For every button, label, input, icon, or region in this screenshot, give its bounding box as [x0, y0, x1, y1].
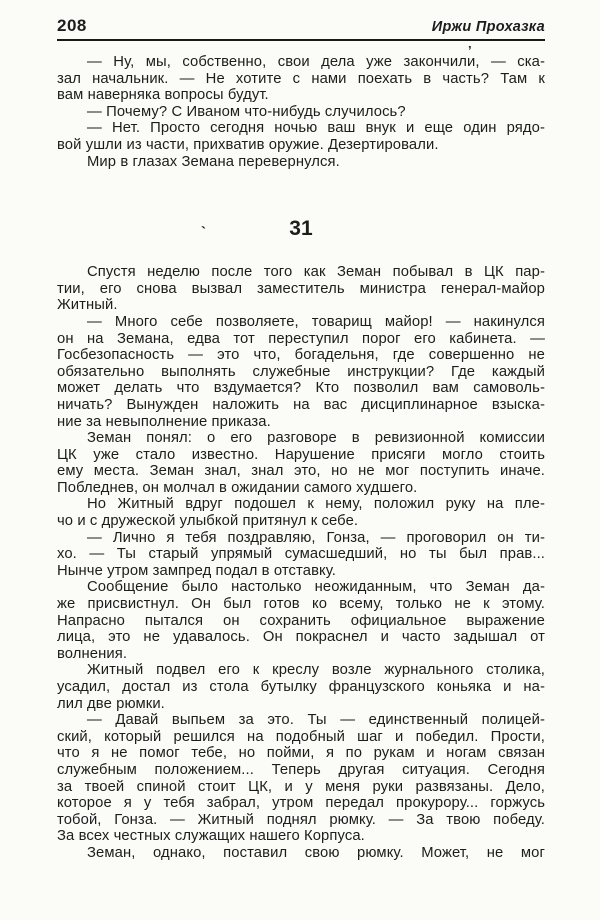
text-line: лица, это не удавалось. Он покраснел и часто задышал от: [57, 629, 545, 646]
page-number: 208: [57, 16, 87, 35]
text-line: — Нет. Просто сегодня ночью ваш внук и еще один рядо-: [87, 120, 545, 137]
scan-artifact-tick: `: [201, 224, 207, 242]
text-line: — Ну, мы, собственно, свои дела уже закончили, — ска-: [87, 54, 545, 70]
text-line: Житный.: [57, 297, 118, 314]
page-header: [57, 16, 545, 41]
text-line: — Много себе позволяете, товарищ майор! — накинулся: [87, 313, 545, 330]
text-line: он на Земана, едва тот переступил порог его кабинета. —: [57, 330, 545, 347]
text-line: тобой, Гонза. — Житный поднял рюмку. — За твою победу.: [57, 811, 545, 828]
text-line: Мир в глазах Земана перевернулся.: [87, 153, 340, 170]
text-line: Нынче утром зампред подал в отставку.: [57, 562, 337, 579]
paragraph: [57, 54, 545, 104]
text-line: что я не помог тебе, но пойми, я по рукам и ногам связан: [57, 745, 545, 762]
text-line: ние за невыполнение приказа.: [57, 413, 271, 430]
text-line: вой ушли из части, прихватив оружие. Дезертировали.: [57, 136, 439, 153]
text-line: может делать что вздумается? Кто позволил вам самоволь-: [57, 380, 545, 397]
text-line: хо. — Ты старый упрямый сумасшедший, но ты был прав...: [57, 546, 545, 563]
text-line: Госбезопасность — это что, богадельня, где совершенно не: [57, 347, 545, 364]
paragraph: [57, 530, 545, 580]
text-line: ЦК уже стало известно. Нарушение присяги могло стоить: [57, 446, 545, 463]
text-line: ничать? Вынужден наложить на вас дисциплинарное взыска-: [57, 396, 545, 413]
paragraph: [57, 314, 545, 430]
paragraph: [57, 154, 545, 171]
paragraph: [57, 120, 545, 153]
paragraph: [57, 430, 545, 496]
text-line: — Лично я тебя поздравляю, Гонза, — проговорил он ти-: [87, 529, 545, 546]
paragraph: [57, 712, 545, 845]
text-line: ский, который решился на подобный шаг и победил. Прости,: [57, 728, 545, 745]
text-line: ему места. Земан знал, знал это, но не мог поступить иначе.: [57, 463, 545, 480]
paragraph: [57, 579, 545, 662]
text-line: волнения.: [57, 645, 128, 662]
text-line: тии, его снова вызвал заместитель министра генерал-майор: [57, 280, 545, 297]
text-line: Сообщение было настолько неожиданным, что Земан да-: [87, 579, 545, 596]
text-line: Побледнев, он молчал в ожидании самого худшего.: [57, 479, 418, 496]
paragraph: [57, 264, 545, 314]
text-line: Житный подвел его к креслу возле журнального столика,: [87, 662, 545, 679]
paragraph: [57, 662, 545, 712]
text-line: чо и с дружеской улыбкой притянул к себе.: [57, 513, 359, 530]
text-line: которое я у тебя забрал, утром передал прокурору... горжусь: [57, 795, 545, 812]
paragraph: [57, 104, 545, 121]
text-line: Земан понял: о его разговоре в ревизионной комиссии: [87, 430, 545, 447]
running-head-author: Иржи Прохазка: [431, 19, 545, 35]
text-line: Но Житный вдруг подошел к нему, положил руку на пле-: [87, 496, 545, 513]
page-body: [57, 54, 545, 862]
chapter-number: 31: [289, 217, 313, 241]
text-line: Земан, однако, поставил свою рюмку. Может, не мог: [87, 844, 545, 861]
text-line: за твоей спиной стоит ЦК, и у меня руки развязаны. Дело,: [57, 778, 545, 795]
text-line: обязательно выполнять служебные инструкции? Где каждый: [57, 363, 545, 380]
text-line: — Давай выпьем за это. Ты — единственный полицей-: [87, 712, 545, 729]
text-line: — Почему? С Иваном что-нибудь случилось?: [87, 103, 406, 120]
text-line: служебным положением... Теперь другая ситуация. Сегодня: [57, 761, 545, 778]
chapter-heading: [57, 216, 545, 242]
text-line: вам наверняка вопросы будут.: [57, 87, 269, 104]
text-line: же присвистнул. Он был готов ко всему, только не к этому.: [57, 596, 545, 613]
paragraph: [57, 496, 545, 529]
text-line: За всех честных служащих нашего Корпуса.: [57, 828, 365, 845]
text-line: Спустя неделю после того как Земан побывал в ЦК пар-: [87, 264, 545, 281]
text-line: зал начальник. — Не хотите с нами поехать в часть? Там к: [57, 70, 545, 87]
paragraph: [57, 845, 545, 862]
text-line: Напрасно пытался он сохранить официальное выражение: [57, 612, 545, 629]
scan-artifact-tick: ’: [468, 43, 472, 58]
text-line: лил две рюмки.: [57, 695, 165, 712]
text-line: усадил, достал из стола бутылку французского коньяка и на-: [57, 679, 545, 695]
